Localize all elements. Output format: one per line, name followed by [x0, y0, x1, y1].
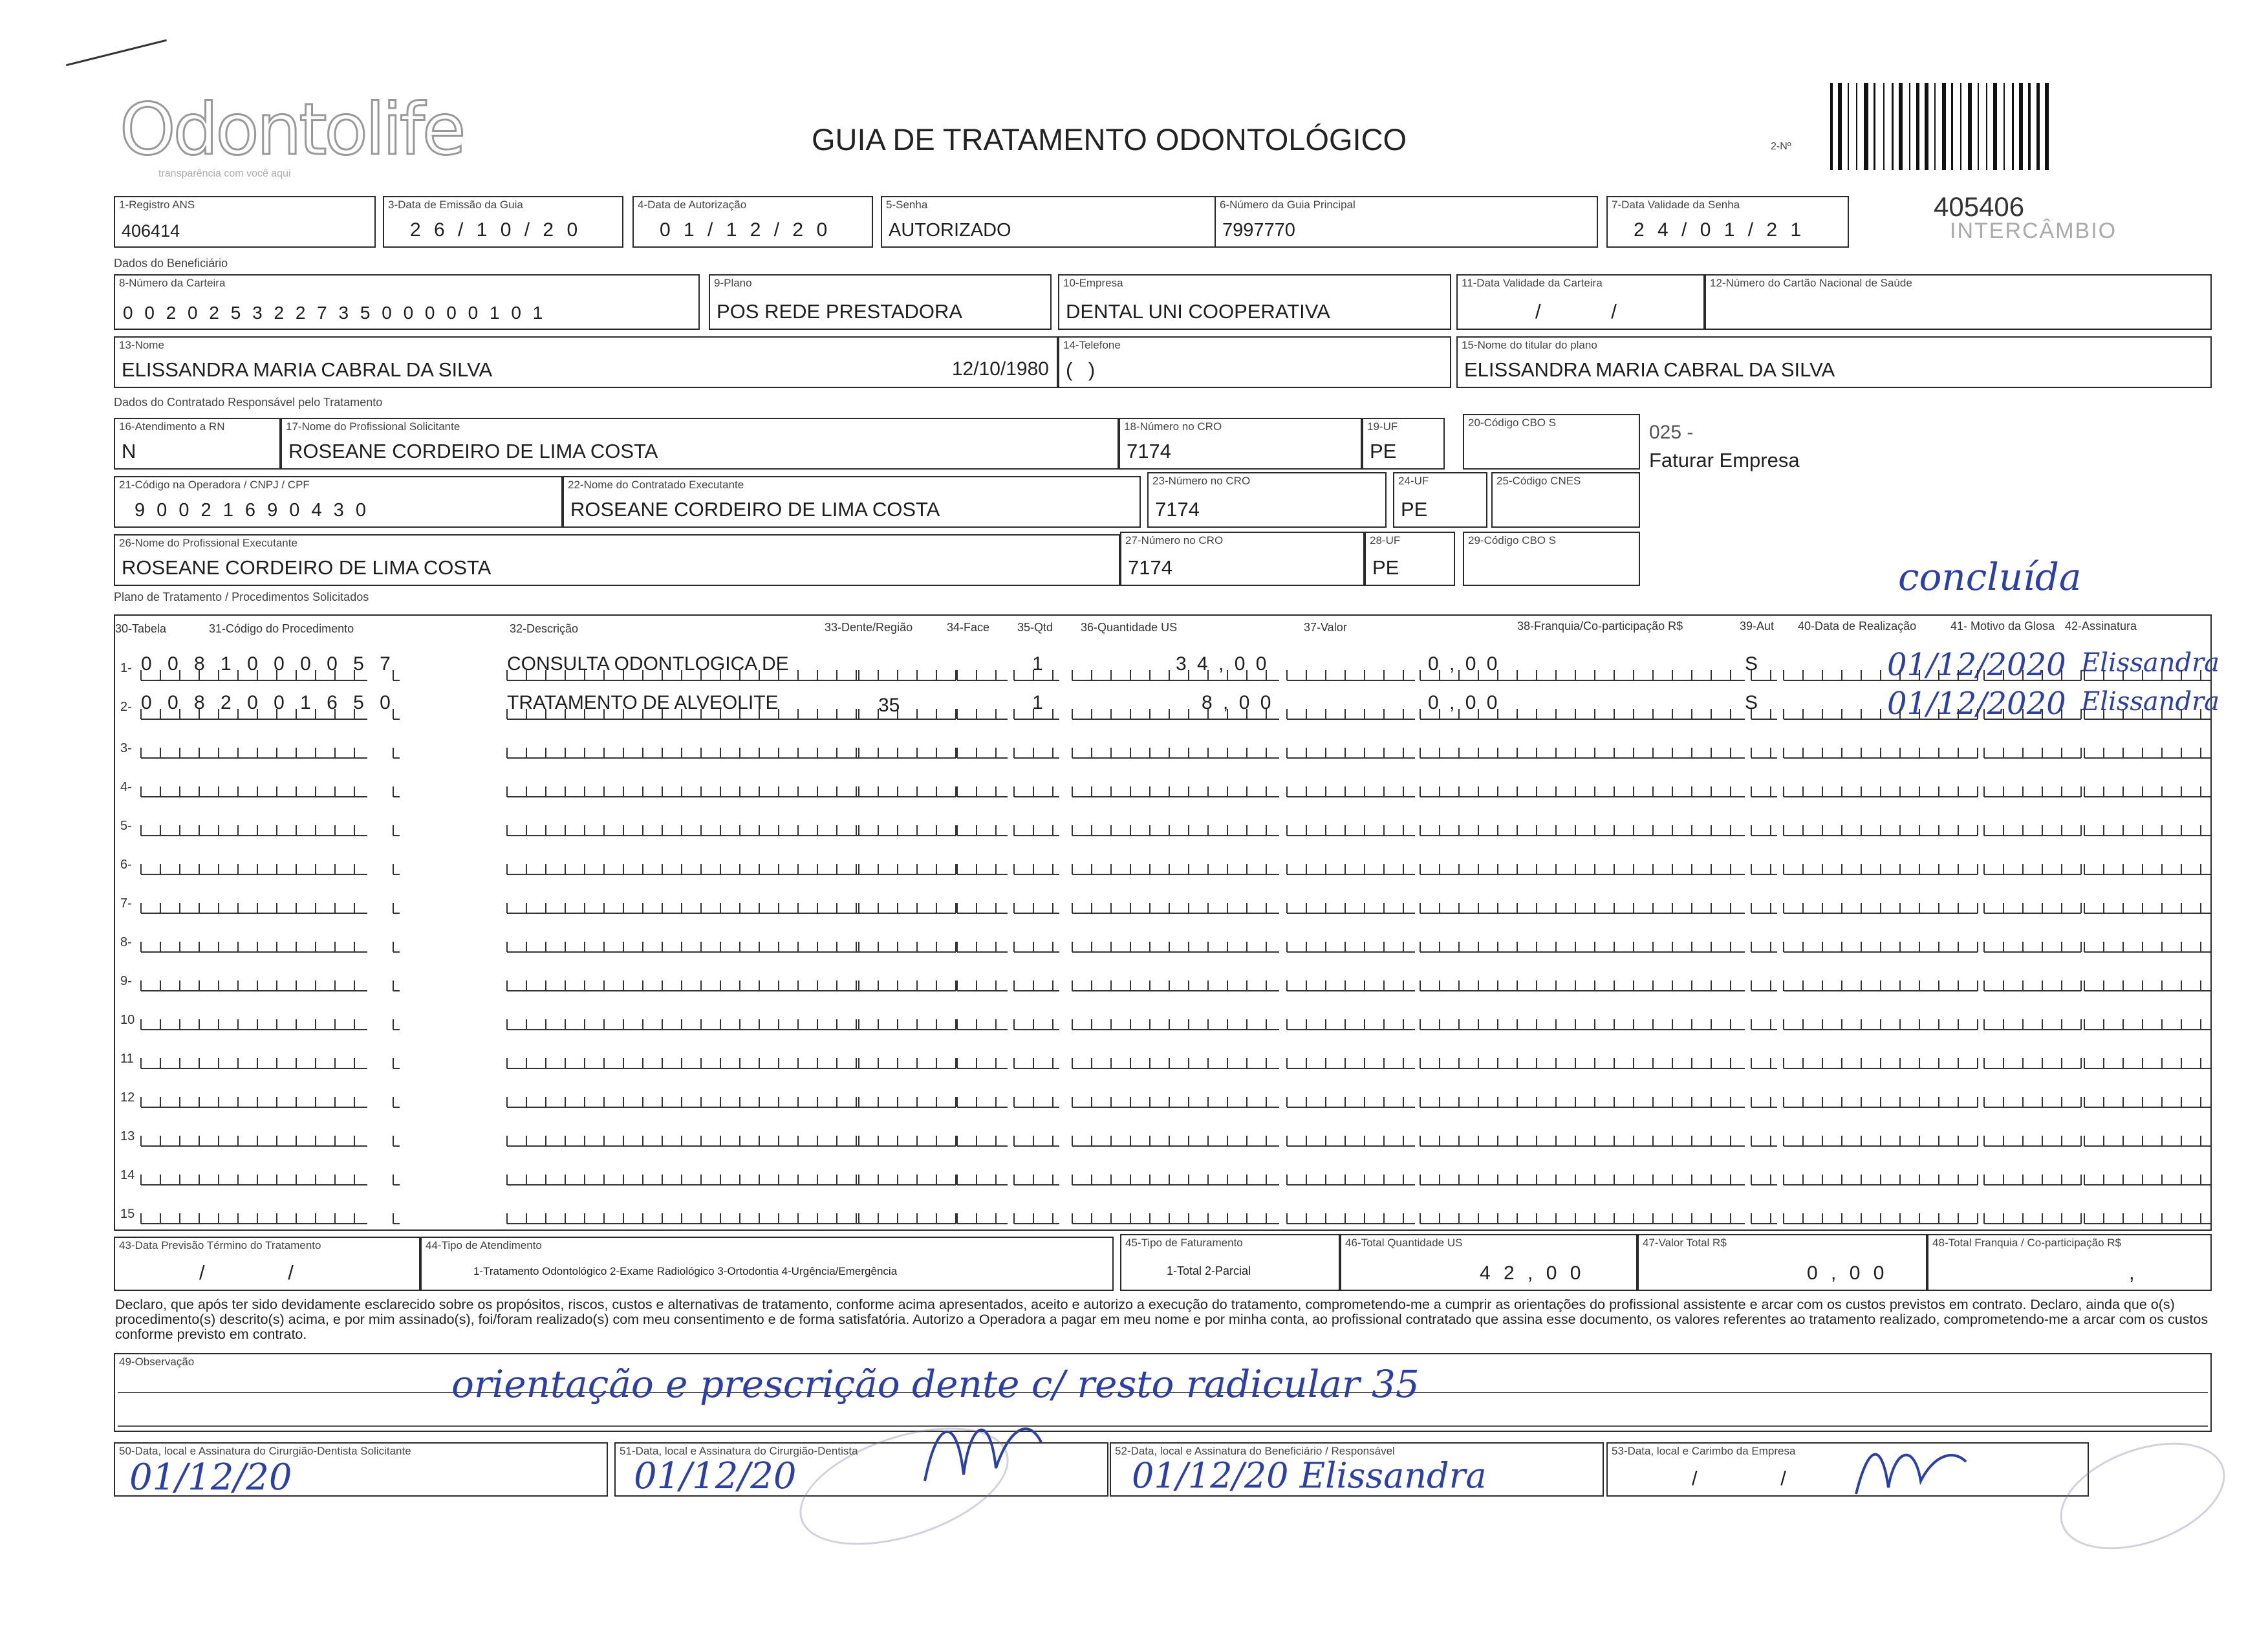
plano-value: POS REDE PRESTADORA — [717, 300, 963, 323]
profissional-executante-field[interactable]: 26-Nome do Profissional Executante ROSEANE CORDEIRO DE LIMA COSTA — [114, 534, 1120, 586]
table-row[interactable]: 11 — [120, 1052, 134, 1066]
table-row[interactable]: 3- — [120, 741, 132, 755]
empresa-value: DENTAL UNI COOPERATIVA — [1066, 300, 1330, 323]
side-note: Faturar Empresa — [1649, 449, 1800, 471]
previsao-termino-field[interactable]: 43-Data Previsão Término do Tratamento / / — [114, 1237, 420, 1291]
table-row[interactable]: 12 — [120, 1090, 135, 1105]
row-us: 8 , 0 0 — [1202, 692, 1274, 713]
guia-principal-value: 7997770 — [1222, 220, 1295, 241]
tipo-atendimento-value: 1-Tratamento Odontológico 2-Exame Radiológico 3-Ortodontia 4-Urgência/Emergência — [473, 1265, 898, 1277]
col-tabela: 30-Tabela — [115, 622, 167, 635]
data-emissao-field[interactable]: 3-Data de Emissão da Guia 2 6 / 1 0 / 2 0 — [383, 196, 623, 248]
nome-value: ELISSANDRA MARIA CABRAL DA SILVA — [122, 358, 493, 381]
col-qtd: 35-Qtd — [1017, 621, 1053, 634]
barcode-bar — [2036, 83, 2040, 170]
row-codigo: 0 0 8 1 0 0 0 0 5 7 — [141, 653, 396, 675]
section-beneficiario: Dados do Beneficiário — [114, 257, 228, 270]
contratado-executante-value: ROSEANE CORDEIRO DE LIMA COSTA — [570, 498, 940, 521]
contratado-executante-field[interactable]: 22-Nome do Contratado Executante ROSEANE CORDEIRO DE LIMA COSTA — [563, 476, 1141, 528]
plano-field[interactable]: 9-Plano POS REDE PRESTADORA — [709, 274, 1052, 330]
senha-value: AUTORIZADO — [889, 220, 1011, 241]
nome-field[interactable]: 13-Nome ELISSANDRA MARIA CABRAL DA SILVA 12/10/1980 — [114, 336, 1058, 388]
tipo-atendimento-field[interactable]: 44-Tipo de Atendimento 1-Tratamento Odontológico 2-Exame Radiológico 3-Ortodontia 4-Urgência/Emergência — [420, 1237, 1114, 1291]
cro-18-field[interactable]: 18-Número no CRO 7174 — [1119, 418, 1362, 470]
col-face: 34-Face — [947, 621, 990, 634]
uf-28-field[interactable]: 28-UF PE — [1365, 532, 1455, 586]
validade-carteira-field[interactable]: 11-Data Validade da Carteira / / — [1456, 274, 1705, 330]
uf-28-value: PE — [1372, 556, 1399, 579]
titular-field[interactable]: 15-Nome do titular do plano ELISSANDRA MARIA CABRAL DA SILVA — [1456, 336, 2212, 388]
barcode-bar — [2012, 83, 2014, 170]
cro-27-value: 7174 — [1128, 556, 1172, 579]
numero-carteira-field[interactable]: 8-Número da Carteira 0 0 2 0 2 5 3 2 2 7 3 5 0 0 0 0 0 1 0 1 — [114, 274, 700, 330]
table-row[interactable]: 5- — [120, 819, 132, 833]
barcode-bar — [1892, 83, 1894, 170]
table-row[interactable]: 4- — [120, 780, 132, 794]
barcode-bar — [1864, 83, 1868, 170]
barcode-bar — [1874, 83, 1875, 170]
assinatura-beneficiario-field[interactable]: 52-Data, local e Assinatura do Beneficiário / Responsável 01/12/20 Elissandra — [1110, 1442, 1604, 1497]
data-autorizacao-field[interactable]: 4-Data de Autorização 0 1 / 1 2 / 2 0 — [632, 196, 873, 248]
cro-23-value: 7174 — [1155, 498, 1200, 521]
col-data-realizacao: 40-Data de Realização — [1798, 620, 1917, 633]
col-valor: 37-Valor — [1304, 621, 1347, 634]
table-row[interactable]: 10 — [120, 1013, 135, 1027]
table-row[interactable]: 7- — [120, 896, 132, 911]
col-dente: 33-Dente/Região — [825, 621, 913, 634]
barcode-bar — [2003, 83, 2005, 170]
barcode-bar — [1830, 83, 1833, 170]
valor-total-field[interactable]: 47-Valor Total R$ 0 , 0 0 — [1637, 1234, 1927, 1291]
barcode-bar — [1934, 83, 1936, 170]
cnes-25-field[interactable]: 25-Código CNES — [1491, 472, 1640, 528]
row-us: 3 4 , 0 0 — [1176, 653, 1269, 675]
profissional-solicitante-value: ROSEANE CORDEIRO DE LIMA COSTA — [288, 440, 658, 462]
section-contratado: Dados do Contratado Responsável pelo Tratamento — [114, 396, 383, 409]
telefone-value: ( ) — [1066, 358, 1101, 381]
empresa-signature-scribble — [1850, 1436, 1972, 1507]
barcode-bar — [1916, 83, 1919, 170]
empresa-field[interactable]: 10-Empresa DENTAL UNI COOPERATIVA — [1058, 274, 1451, 330]
row-data-realizacao: 01/12/2020 — [1887, 647, 2066, 683]
profissional-solicitante-field[interactable]: 17-Nome do Profissional Solicitante ROSEANE CORDEIRO DE LIMA COSTA — [281, 418, 1119, 470]
row-franquia: 0 , 0 0 — [1428, 653, 1500, 675]
carimbo-empresa-value: / / — [1692, 1467, 1825, 1489]
uf-24-field[interactable]: 24-UF PE — [1393, 472, 1487, 528]
barcode-bar — [1951, 83, 1953, 170]
col-franquia: 38-Franquia/Co-participação R$ — [1517, 620, 1683, 633]
table-row[interactable]: 14 — [120, 1168, 135, 1182]
table-row[interactable]: 2- 0 0 8 2 0 0 1 6 5 0 TRATAMENTO DE ALVEOLITE 35 1 8 , 0 0 0 , 0 0 S 01/12/2020 Elissandra — [120, 686, 2220, 722]
side-code: 025 - — [1649, 422, 1694, 443]
table-row[interactable]: 15 — [120, 1207, 135, 1221]
barcode-bar — [2045, 83, 2049, 170]
brand-logo — [120, 88, 464, 181]
barcode-bar — [2028, 83, 2031, 170]
guide-number: 405406 — [1934, 191, 2025, 222]
col-us: 36-Quantidade US — [1081, 621, 1178, 634]
barcode-bar — [1856, 83, 1857, 170]
cbos-29-field[interactable]: 29-Código CBO S — [1463, 532, 1640, 586]
assinatura-dentista-field[interactable]: 51-Data, local e Assinatura do Cirurgião-Dentista 01/12/20 — [614, 1442, 1108, 1497]
uf-24-value: PE — [1401, 498, 1428, 521]
table-grid-lines — [115, 616, 2220, 1230]
senha-field[interactable]: 5-Senha AUTORIZADO — [881, 196, 1217, 248]
data-validade-senha-value: 2 4 / 0 1 / 2 1 — [1634, 219, 1806, 241]
cro-23-field[interactable]: 23-Número no CRO 7174 — [1147, 472, 1387, 528]
atendimento-rn-value: N — [122, 440, 136, 462]
cro-18-value: 7174 — [1127, 440, 1171, 462]
table-row[interactable]: 8- — [120, 935, 132, 949]
barcode-bar — [1986, 83, 1987, 170]
total-us-value: 4 2 , 0 0 — [1480, 1262, 1585, 1284]
data-autorizacao-value: 0 1 / 1 2 / 2 0 — [660, 219, 832, 241]
barcode-bar — [1848, 83, 1849, 170]
col-codigo: 31-Código do Procedimento — [209, 622, 354, 635]
table-row[interactable]: 1- 0 0 8 1 0 0 0 0 5 7 CONSULTA ODONTLOGICA DE 1 3 4 , 0 0 0 , 0 0 S 01/12/2020 Elissandra — [120, 647, 2220, 683]
barcode-bar — [2019, 83, 2023, 170]
row-data-realizacao: 01/12/2020 — [1887, 686, 2066, 722]
concluida-note: concluída — [1898, 555, 2082, 599]
numero-carteira-value: 0 0 2 0 2 5 3 2 2 7 3 5 0 0 0 0 0 1 0 1 — [123, 303, 546, 323]
barcode-bar — [1960, 83, 1961, 170]
tipo-faturamento-field[interactable]: 45-Tipo de Faturamento 1-Total 2-Parcial — [1120, 1234, 1340, 1291]
barcode-bar — [1909, 83, 1910, 170]
data-emissao-value: 2 6 / 1 0 / 2 0 — [410, 219, 582, 241]
barcode-bar — [1993, 83, 1997, 170]
row-descricao: TRATAMENTO DE ALVEOLITE — [507, 692, 779, 713]
row-assinatura: Elissandra — [2081, 648, 2220, 678]
declaration-text: Declaro, que após ter sido devidamente esclarecido sobre os propósitos, riscos, custos e alternativas de tratamento, conforme acima apresentados, aceito e autorizo a execução do tratamento, comprometendo-me a cumprir as orientações do profissional assistente e arcar com os custos previstos em contrato. Declaro, ainda que o(s) procedimento(s) descrito(s) acima, e por mim assinado(s), foi/foram realizado(s) com meu consentimento e de forma satisfatória. Autorizo a Operadora a pagar em meu nome e por minha conta, ao profissional contratado que assina esse documento, os valores referentes ao tratamento realizado, comprometendo-me a arcar com os custos conforme previsto em contrato. — [115, 1297, 2209, 1342]
row-descricao: CONSULTA ODONTLOGICA DE — [507, 653, 789, 675]
col-assinatura: 42-Assinatura — [2065, 620, 2137, 633]
tipo-faturamento-value: 1-Total 2-Parcial — [1167, 1264, 1251, 1277]
assinatura-dentista-value: 01/12/20 — [634, 1455, 797, 1497]
codigo-operadora-value: 9 0 0 2 1 6 9 0 4 3 0 — [135, 500, 369, 521]
page-title: GUIA DE TRATAMENTO ODONTOLÓGICO — [812, 122, 1407, 157]
barcode-bar — [1968, 83, 1972, 170]
total-franquia-value: , — [2129, 1261, 2135, 1284]
registro-ans-value: 406414 — [122, 221, 180, 241]
carimbo-empresa-field[interactable]: 53-Data, local e Carimbo da Empresa / / — [1606, 1442, 2089, 1497]
barcode-bar — [1978, 83, 1979, 170]
section-plano-tratamento: Plano de Tratamento / Procedimentos Solicitados — [114, 590, 369, 603]
signature-scribble — [918, 1403, 1048, 1500]
row-dente: 35 — [878, 695, 900, 716]
total-us-field[interactable]: 46-Total Quantidade US 4 2 , 0 0 — [1340, 1234, 1637, 1291]
barcode-bar — [1838, 83, 1842, 170]
observacao-value: orientação e prescrição dente c/ resto radicular 35 — [451, 1362, 1420, 1406]
codigo-operadora-field[interactable]: 21-Código na Operadora / CNPJ / CPF 9 0 0 2 1 6 9 0 4 3 0 — [114, 476, 563, 528]
row-qtd: 1 — [1032, 692, 1043, 713]
numero-label: 2-Nº — [1771, 141, 1791, 152]
atendimento-rn-field[interactable]: 16-Atendimento a RN N — [114, 418, 281, 470]
assinatura-beneficiario-value: 01/12/20 Elissandra — [1132, 1455, 1487, 1496]
cro-27-field[interactable]: 27-Número no CRO 7174 — [1120, 532, 1365, 586]
birth-date: 12/10/1980 — [951, 358, 1049, 380]
col-aut: 39-Aut — [1740, 620, 1775, 633]
intercambio-label: INTERCÂMBIO — [1950, 219, 2117, 243]
cartao-nacional-field[interactable]: 12-Número do Cartão Nacional de Saúde — [1705, 274, 2212, 330]
observacao-underline-2 — [118, 1425, 2208, 1427]
guia-principal-field[interactable]: 6-Número da Guia Principal 7997770 — [1215, 196, 1598, 248]
procedures-table — [114, 614, 2220, 1231]
row-franquia: 0 , 0 0 — [1428, 692, 1500, 713]
row-aut: S — [1745, 653, 1758, 675]
uf-19-value: PE — [1370, 440, 1397, 462]
valor-total-value: 0 , 0 0 — [1807, 1262, 1888, 1284]
uf-19-field[interactable]: 19-UF PE — [1362, 418, 1445, 470]
observacao-field[interactable]: 49-Observação orientação e prescrição dente c/ resto radicular 35 — [114, 1353, 2212, 1432]
titular-value: ELISSANDRA MARIA CABRAL DA SILVA — [1464, 358, 1835, 381]
data-validade-senha-field[interactable]: 7-Data Validade da Senha 2 4 / 0 1 / 2 1 — [1606, 196, 1849, 248]
assinatura-solicitante-value: 01/12/20 — [129, 1456, 292, 1499]
table-row[interactable]: 6- — [120, 858, 132, 872]
registro-ans-field[interactable]: 1-Registro ANS 406414 — [114, 196, 376, 248]
cbos-20-field[interactable]: 20-Código CBO S — [1463, 414, 1640, 470]
barcode-bar — [1899, 83, 1903, 170]
table-row[interactable]: 13 — [120, 1129, 135, 1143]
assinatura-solicitante-field[interactable]: 50-Data, local e Assinatura do Cirurgião-Dentista Solicitante 01/12/20 — [114, 1442, 608, 1497]
row-aut: S — [1745, 692, 1758, 713]
row-assinatura: Elissandra — [2081, 687, 2220, 717]
barcode — [1830, 83, 2115, 170]
col-descricao: 32-Descrição — [510, 622, 579, 635]
barcode-bar — [1942, 83, 1946, 170]
row-codigo: 0 0 8 2 0 0 1 6 5 0 — [141, 692, 396, 713]
telefone-field[interactable]: 14-Telefone ( ) — [1058, 336, 1451, 388]
logo-wordmark: Odontolife — [120, 88, 464, 171]
table-row[interactable]: 9- — [120, 974, 132, 988]
col-motivo-glosa: 41- Motivo da Glosa — [1950, 620, 2055, 633]
barcode-bar — [1883, 83, 1885, 170]
row-qtd: 1 — [1032, 653, 1043, 675]
logo-tagline: transparência com você aqui — [158, 168, 291, 179]
barcode-bar — [1925, 83, 1928, 170]
validade-carteira-value: / / — [1535, 300, 1649, 323]
profissional-executante-value: ROSEANE CORDEIRO DE LIMA COSTA — [122, 556, 491, 579]
total-franquia-field[interactable]: 48-Total Franquia / Co-participação R$ , — [1927, 1234, 2212, 1291]
previsao-termino-value: / / — [199, 1261, 332, 1284]
scan-mark — [66, 39, 167, 67]
